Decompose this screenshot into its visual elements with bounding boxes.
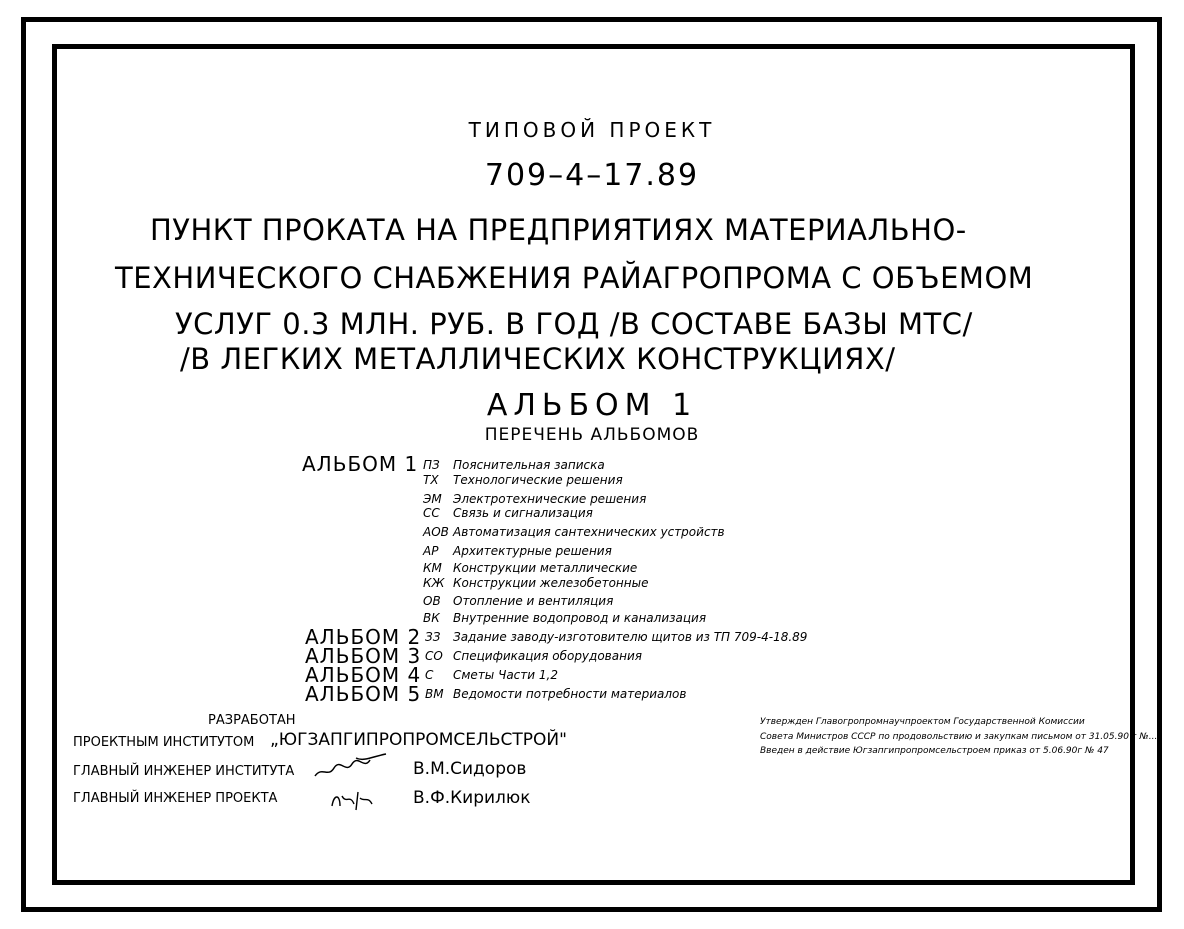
- album-4-desc: Сметы Части 1,2: [453, 668, 558, 682]
- album-1-code-3: ЭМ: [423, 492, 442, 506]
- album-2-label: АЛЬБОМ 2: [305, 625, 422, 649]
- album-1-desc-2: Технологические решения: [453, 473, 623, 487]
- album-1-desc-3: Электротехнические решения: [453, 492, 647, 506]
- approval-line-3: Введен в действие Югзапгипропромсельстроем приказ от 5.06.90г № 47: [760, 746, 1109, 756]
- album-title: АЛЬБОМ 1: [486, 388, 698, 423]
- album-1-code-8: КЖ: [423, 576, 445, 590]
- institute-name: „ЮГЗАПГИПРОПРОМСЕЛЬСТРОЙ": [270, 730, 567, 750]
- album-4-label: АЛЬБОМ 4: [305, 663, 422, 687]
- album-1-code-10: ВК: [423, 611, 440, 625]
- chief-project-name: В.Ф.Кирилюк: [413, 788, 531, 808]
- album-1-desc-4: Связь и сигнализация: [453, 506, 593, 520]
- project-type-label: ТИПОВОЙ ПРОЕКТ: [468, 118, 716, 142]
- chief-institute-label: ГЛАВНЫЙ ИНЖЕНЕР ИНСТИТУТА: [73, 764, 295, 779]
- album-1-desc-6: Архитектурные решения: [453, 544, 612, 558]
- album-1-code-7: КМ: [423, 561, 442, 575]
- approval-line-2: Совета Министров СССР по продовольствию и закупкам письмом от 31.05.90 г №...: [760, 732, 1158, 742]
- album-list-title: ПЕРЕЧЕНЬ АЛЬБОМОВ: [484, 425, 700, 445]
- album-1-code-9: ОВ: [423, 594, 441, 608]
- album-1-code-6: АР: [423, 544, 439, 558]
- album-3-code: СО: [425, 649, 443, 663]
- chief-institute-name: В.М.Сидоров: [413, 759, 527, 779]
- project-number: 709–4–17.89: [484, 158, 700, 193]
- album-1-desc-7: Конструкции металлические: [453, 561, 638, 575]
- album-2-desc: Задание заводу-изготовителю щитов из ТП 709-4-18.89: [453, 630, 808, 644]
- developer-label: РАЗРАБОТАН: [208, 713, 296, 728]
- album-3-label: АЛЬБОМ 3: [305, 644, 422, 668]
- album-2-code: ЗЗ: [425, 630, 441, 644]
- album-1-desc-5: Автоматизация сантехнических устройств: [453, 525, 725, 539]
- album-1-code-5: АОВ: [423, 525, 449, 539]
- title-line-3: УСЛУГ 0.3 МЛН. РУБ. В ГОД /В СОСТАВЕ БАЗЫ МТС/: [175, 307, 973, 341]
- album-1-code-4: СС: [423, 506, 440, 520]
- album-1-desc-10: Внутренние водопровод и канализация: [453, 611, 707, 625]
- album-5-label: АЛЬБОМ 5: [305, 682, 422, 706]
- album-1-desc-9: Отопление и вентиляция: [453, 594, 614, 608]
- album-1-desc-8: Конструкции железобетонные: [453, 576, 649, 590]
- album-5-desc: Ведомости потребности материалов: [453, 687, 687, 701]
- album-1-code-1: ПЗ: [423, 458, 440, 472]
- title-line-2: ТЕХНИЧЕСКОГО СНАБЖЕНИЯ РАЙАГРОПРОМА С ОБЪЕМОМ: [115, 261, 1034, 295]
- album-4-code: С: [425, 668, 434, 682]
- title-line-1: ПУНКТ ПРОКАТА НА ПРЕДПРИЯТИЯХ МАТЕРИАЛЬНО-: [150, 213, 967, 247]
- title-line-4: /В ЛЕГКИХ МЕТАЛЛИЧЕСКИХ КОНСТРУКЦИЯХ/: [180, 342, 896, 376]
- album-1-label: АЛЬБОМ 1: [302, 452, 419, 476]
- album-1-desc-1: Пояснительная записка: [453, 458, 605, 472]
- institute-prefix: ПРОЕКТНЫМ ИНСТИТУТОМ: [73, 735, 255, 750]
- signature-icon: [328, 786, 378, 814]
- album-5-code: ВМ: [425, 687, 444, 701]
- approval-line-1: Утвержден Главогропромнаучпроектом Государственной Комиссии: [760, 717, 1085, 727]
- album-3-desc: Спецификация оборудования: [453, 649, 642, 663]
- album-1-code-2: ТХ: [423, 473, 439, 487]
- signature-icon: [312, 752, 392, 782]
- chief-project-label: ГЛАВНЫЙ ИНЖЕНЕР ПРОЕКТА: [73, 791, 278, 806]
